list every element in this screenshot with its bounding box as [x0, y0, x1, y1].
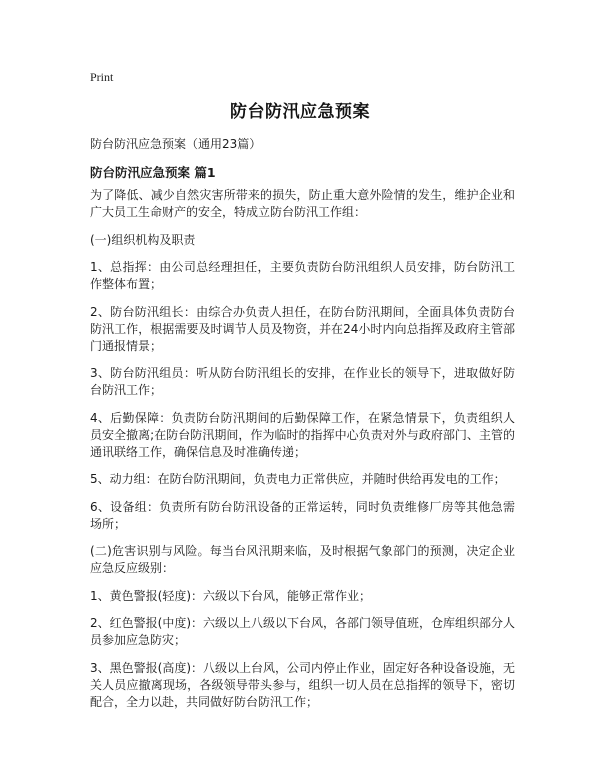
alert-red: 2、红色警报(中度)：六级以上八级以下台风，各部门领导值班，仓库组织部分人员参加应急防灾；	[90, 616, 516, 647]
document-subtitle: 防台防汛应急预案（通用23篇）	[90, 137, 262, 151]
intro-paragraph: 为了降低、减少自然灾害所带来的损失，防止重大意外险情的发生，维护企业和广大员工生命财产的安全，特成立防台防汛工作组：	[90, 188, 515, 219]
duty-logistics: 4、后勤保障：负责防台防汛期间的后勤保障工作，在紧急情景下，负责组织人员安全撤离;在防台防汛期间，作为临时的指挥中心负责对外与政府部门、主管的通讯联络工作，确保信息及时准确传递；	[90, 410, 515, 459]
duty-power-group: 5、动力组：在防台防汛期间，负责电力正常供应，并随时供给再发电的工作；	[90, 472, 506, 486]
duty-team-leader: 2、防台防汛组长：由综合办负责人担任，在防台防汛期间，全面具体负责防台防汛工作，根据需要及时调节人员及物资，并在24小时内向总指挥及政府主管部门通报情景；	[90, 304, 515, 353]
duty-commander: 1、总指挥：由公司总经理担任，主要负责防台防汛组织人员安排，防台防汛工作整体布置；	[90, 260, 515, 291]
alert-black: 3、黑色警报(高度)：八级以上台风，公司内停止作业，固定好各种设备设施，无关人员应撤离现场，各级领导带头参与，组织一切人员在总指挥的领导下，密切配合，全力以赴，共同做好防台防汛工作；	[90, 660, 516, 709]
print-link[interactable]: Print	[90, 70, 114, 84]
document-body	[90, 187, 515, 721]
alert-yellow: 1、黄色警报(轻度)：六级以下台风，能够正常作业；	[90, 588, 372, 603]
section-heading: 防台防汛应急预案 篇1	[90, 165, 216, 180]
org-structure-heading: (一)组织机构及职责	[90, 232, 196, 247]
duty-team-member: 3、防台防汛组员：听从防台防汛组长的安排，在作业长的领导下，进取做好防台防汛工作；	[90, 366, 515, 397]
duty-equipment-group: 6、设备组：负责所有防台防汛设备的正常运转，同时负责维修厂房等其他急需场所；	[90, 499, 515, 531]
hazard-identification: (二)危害识别与风险。每当台风汛期来临，及时根据气象部门的预测，决定企业应急反应级别：	[90, 544, 515, 575]
document-title: 防台防汛应急预案	[230, 102, 370, 122]
